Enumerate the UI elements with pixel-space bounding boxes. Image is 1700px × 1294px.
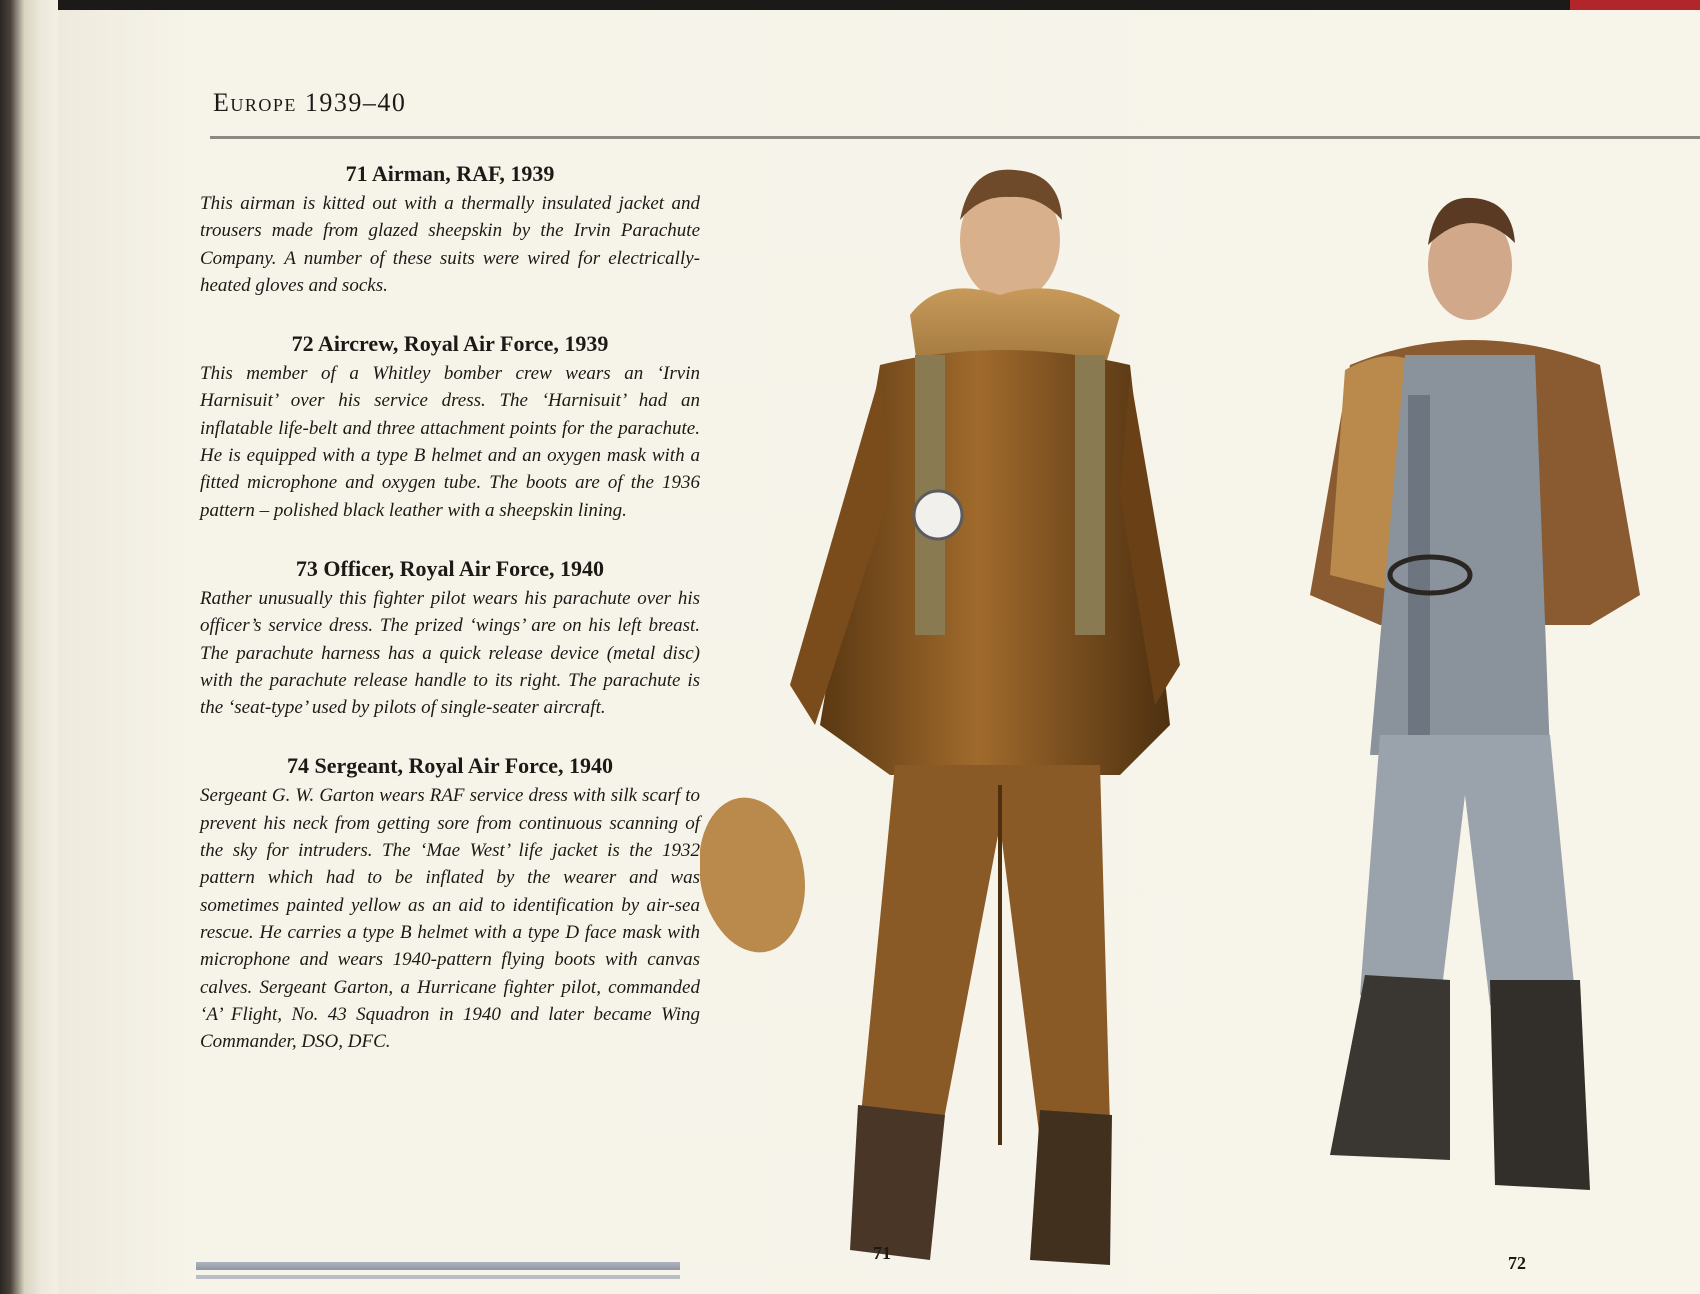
entry-title: 73 Officer, Royal Air Force, 1940	[295, 555, 605, 581]
entry-74	[200, 752, 700, 1055]
figure-number: 71	[873, 1243, 891, 1263]
entry-title: 74 Sergeant, Royal Air Force, 1940	[286, 753, 614, 779]
entry-body: Sergeant G. W. Garton wears RAF service dress with silk scarf to prevent his neck from getting sore from continuous scanning of the sky for intruders. The ‘Mae West’ life jacket is the 1932 pattern which had to be inflated by the wearer and was sometimes painted yellow as an aid to identification by air-sea rescue. He carries a type B helmet with a type D face mask with microphone and wears 1940-pattern flying boots with canvas calves. Sergeant Garton, a Hurricane fighter pilot, commanded ‘A’ Flight, No. 43 Squadron in 1940 and later became Wing Commander, DSO, DFC.	[200, 785, 700, 1053]
book-spine	[0, 0, 58, 1294]
header-rule	[210, 136, 1700, 139]
entry-title: 72 Aircrew, Royal Air Force, 1939	[291, 331, 609, 357]
entry-72	[200, 330, 700, 524]
entry-body: This member of a Whitley bomber crew wears an ‘Irvin Harnisuit’ over his service dress. The ‘Harnisuit’ had an inflatable life-belt and three attachment points for the parachute. He is equipped with a type B helmet and an oxygen mask with a fitted microphone and oxygen tube. The boots are of the 1936 pattern – polished black leather with a sheepskin lining.	[200, 363, 700, 521]
text-column	[200, 160, 700, 1086]
top-edge	[0, 0, 1700, 10]
entry-body: This airman is kitted out with a thermally insulated jacket and trousers made from glazed sheepskin by the Irvin Parachute Company. A number of these suits were wired for electrically-heated gloves and socks.	[200, 193, 700, 296]
footer-rule	[196, 1262, 680, 1270]
figure-72-illustration	[1290, 195, 1690, 1255]
figure-number: 72	[1508, 1253, 1526, 1273]
entry-title: 71 Airman, RAF, 1939	[345, 161, 555, 186]
entry-73	[200, 555, 700, 721]
figure-71-illustration	[700, 165, 1260, 1275]
footer-rule-thin	[196, 1275, 680, 1279]
entry-body: Rather unusually this fighter pilot wears his parachute over his officer’s service dress. The prized ‘wings’ are on his left breast. The parachute harness has a quick release device (metal disc) with the parachute release handle to its right. The parachute is the ‘seat-type’ used by pilots of single-seater aircraft.	[200, 587, 700, 719]
entry-71	[200, 160, 700, 299]
running-head: Europe 1939–40	[213, 88, 407, 117]
